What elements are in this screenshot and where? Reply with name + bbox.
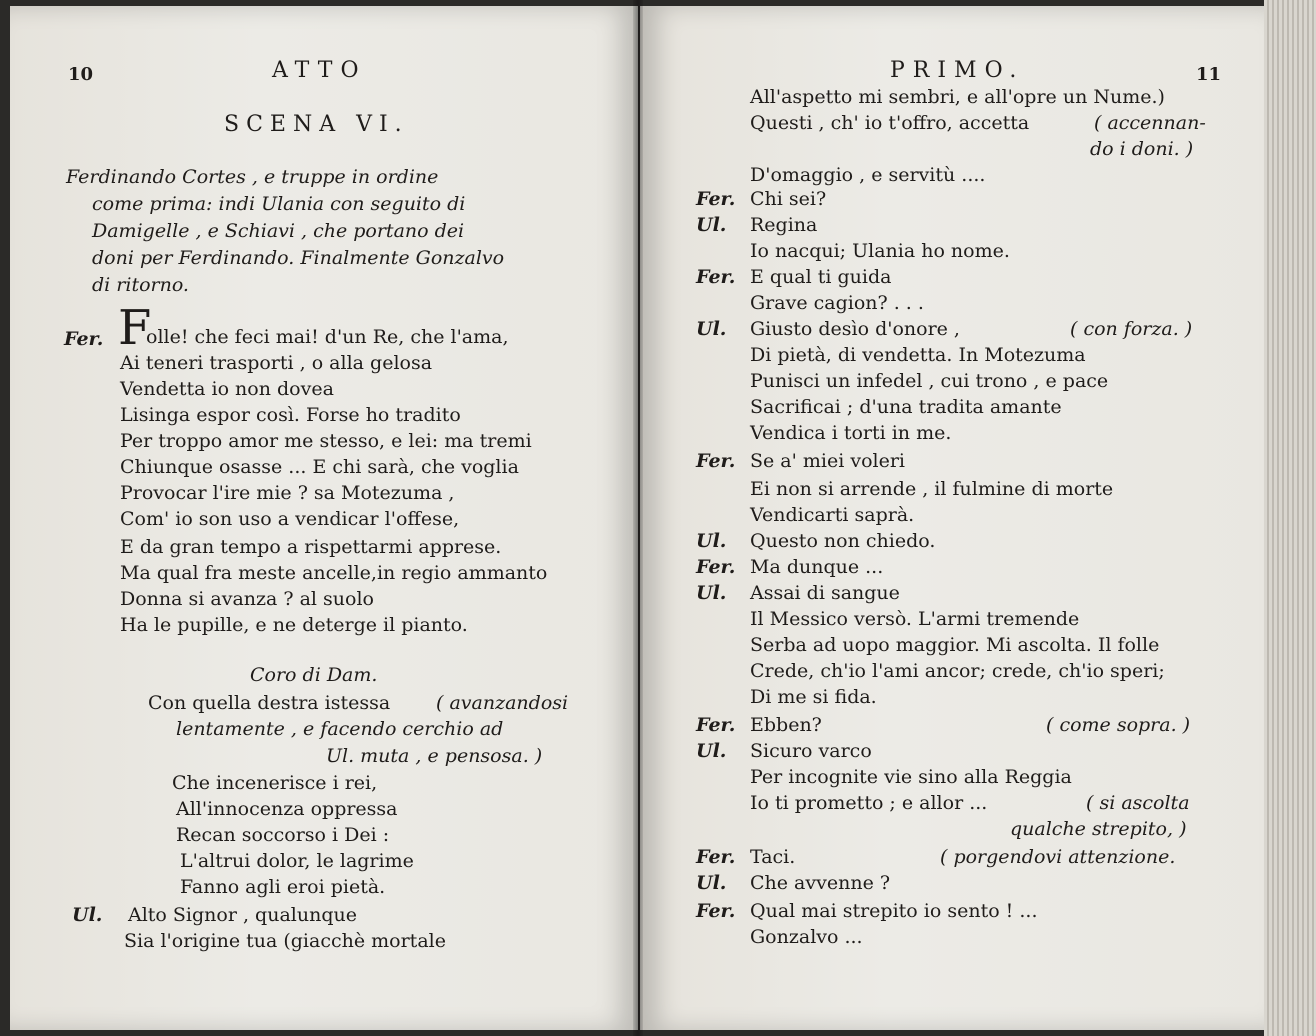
speaker-label: Fer. — [696, 556, 736, 578]
speaker-label: Fer. — [696, 714, 736, 736]
speaker-label: Ul. — [696, 214, 727, 236]
right-running-header: PRIMO. — [890, 58, 1025, 83]
speaker-label: Ul. — [696, 872, 727, 894]
speaker-label: Fer. — [696, 846, 736, 868]
verse-line: Provocar l'ire mie ? sa Motezuma , — [120, 482, 455, 504]
left-running-header: ATTO — [272, 58, 367, 83]
chorus-line: L'altrui dolor, le lagrime — [180, 850, 414, 872]
verse-line: Qual mai strepito io sento ! ... — [750, 900, 1038, 922]
speaker-label: Fer. — [696, 188, 736, 210]
page-edges — [1264, 0, 1316, 1036]
chorus-line: All'innocenza oppressa — [176, 798, 398, 820]
verse-line: D'omaggio , e servitù .... — [750, 164, 986, 186]
verse-line: Che avvenne ? — [750, 872, 891, 894]
verse-line: Regina — [750, 214, 818, 236]
verse-line: Grave cagion? . . . — [750, 292, 924, 314]
chorus-line: Fanno agli eroi pietà. — [180, 876, 386, 898]
stage-direction-line: di ritorno. — [92, 274, 189, 296]
verse-line: Di pietà, di vendetta. In Motezuma — [750, 344, 1086, 366]
verse-line: Per troppo amor me stesso, e lei: ma tremi — [120, 430, 532, 452]
verse-line: E qual ti guida — [750, 266, 892, 288]
verse-line: Ei non si arrende , il fulmine di morte — [750, 478, 1114, 500]
verse-line: Io ti prometto ; e allor ... — [750, 792, 988, 814]
verse-line: Io nacqui; Ulania ho nome. — [750, 240, 1010, 262]
right-page-number: 11 — [1196, 64, 1222, 85]
speaker-label: Fer. — [696, 266, 736, 288]
verse-line: Taci. — [750, 846, 796, 868]
verse-line: Sacrificai ; d'una tradita amante — [750, 396, 1062, 418]
chorus-stage-direction: ( avanzandosi — [436, 692, 569, 714]
book-gutter — [633, 0, 643, 1036]
verse-line: Ma dunque ... — [750, 556, 884, 578]
chorus-line: Che incenerisce i rei, — [172, 772, 378, 794]
verse-line: olle! che feci mai! d'un Re, che l'ama, — [146, 326, 509, 348]
verse-line: All'aspetto mi sembri, e all'opre un Nume.) — [750, 86, 1165, 108]
speaker-label: Ul. — [696, 318, 727, 340]
verse-line: Sicuro varco — [750, 740, 872, 762]
drop-cap: F — [118, 300, 152, 356]
verse-line: Il Messico versò. L'armi tremende — [750, 608, 1080, 630]
verse-line: Sia l'origine tua (giacchè mortale — [124, 930, 446, 952]
speaker-label: Fer. — [696, 450, 736, 472]
verse-line: Giusto desìo d'onore , — [750, 318, 960, 340]
verse-line: Vendica i torti in me. — [750, 422, 952, 444]
verse-line: Ai teneri trasporti , o alla gelosa — [120, 352, 433, 374]
stage-direction-line: Damigelle , e Schiavi , che portano dei — [92, 220, 465, 242]
verse-line: E da gran tempo a rispettarmi apprese. — [120, 536, 502, 558]
verse-line: Vendetta io non dovea — [120, 378, 334, 400]
verse-line: Lisinga espor così. Forse ho tradito — [120, 404, 461, 426]
verse-line: Ha le pupille, e ne deterge il pianto. — [120, 614, 468, 636]
verse-line: Crede, ch'io l'ami ancor; crede, ch'io speri; — [750, 660, 1165, 682]
verse-line: Chiunque osasse ... E chi sarà, che voglia — [120, 456, 519, 478]
verse-line: Vendicarti saprà. — [750, 504, 915, 526]
stage-direction: ( come sopra. ) — [1046, 714, 1191, 736]
speaker-label: Ul. — [696, 740, 727, 762]
stage-direction: do i doni. ) — [1090, 138, 1194, 160]
speaker-label: Ul. — [696, 582, 727, 604]
stage-direction: qualche strepito, ) — [1010, 818, 1187, 840]
speaker-label: Fer. — [696, 900, 736, 922]
verse-line: Se a' miei voleri — [750, 450, 905, 472]
stage-direction-line: come prima: indi Ulania con seguito di — [92, 193, 466, 215]
speaker-label: Ul. — [72, 904, 103, 926]
stage-direction-line: Ferdinando Cortes , e truppe in ordine — [66, 166, 439, 188]
verse-line: Alto Signor , qualunque — [128, 904, 357, 926]
chorus-stage-direction: Ul. muta , e pensosa. ) — [326, 745, 543, 767]
chorus-line: Con quella destra istessa — [148, 692, 391, 714]
chorus-stage-direction: lentamente , e facendo cerchio ad — [176, 718, 504, 740]
verse-line: Ebben? — [750, 714, 822, 736]
verse-line: Gonzalvo ... — [750, 926, 863, 948]
verse-line: Per incognite vie sino alla Reggia — [750, 766, 1072, 788]
verse-line: Questo non chiedo. — [750, 530, 936, 552]
stage-direction: ( accennan- — [1094, 112, 1206, 134]
stage-direction: ( con forza. ) — [1070, 318, 1193, 340]
scene-title: SCENA VI. — [224, 112, 409, 137]
stage-direction: ( si ascolta — [1086, 792, 1190, 814]
verse-line: Com' io son uso a vendicar l'offese, — [120, 508, 460, 530]
chorus-line: Recan soccorso i Dei : — [176, 824, 390, 846]
verse-line: Di me si fida. — [750, 686, 877, 708]
left-page-number: 10 — [68, 64, 94, 85]
verse-line: Serba ad uopo maggior. Mi ascolta. Il folle — [750, 634, 1160, 656]
verse-line: Assai di sangue — [750, 582, 900, 604]
speaker-label: Ul. — [696, 530, 727, 552]
chorus-title: Coro di Dam. — [250, 664, 378, 686]
speaker-label: Fer. — [64, 328, 104, 350]
stage-direction-line: doni per Ferdinando. Finalmente Gonzalvo — [92, 247, 505, 269]
verse-line: Ma qual fra meste ancelle,in regio ammanto — [120, 562, 548, 584]
verse-line: Punisci un infedel , cui trono , e pace — [750, 370, 1109, 392]
verse-line: Chi sei? — [750, 188, 827, 210]
stage-direction: ( porgendovi attenzione. — [940, 846, 1176, 868]
verse-line: Questi , ch' io t'offro, accetta — [750, 112, 1030, 134]
verse-line: Donna si avanza ? al suolo — [120, 588, 374, 610]
